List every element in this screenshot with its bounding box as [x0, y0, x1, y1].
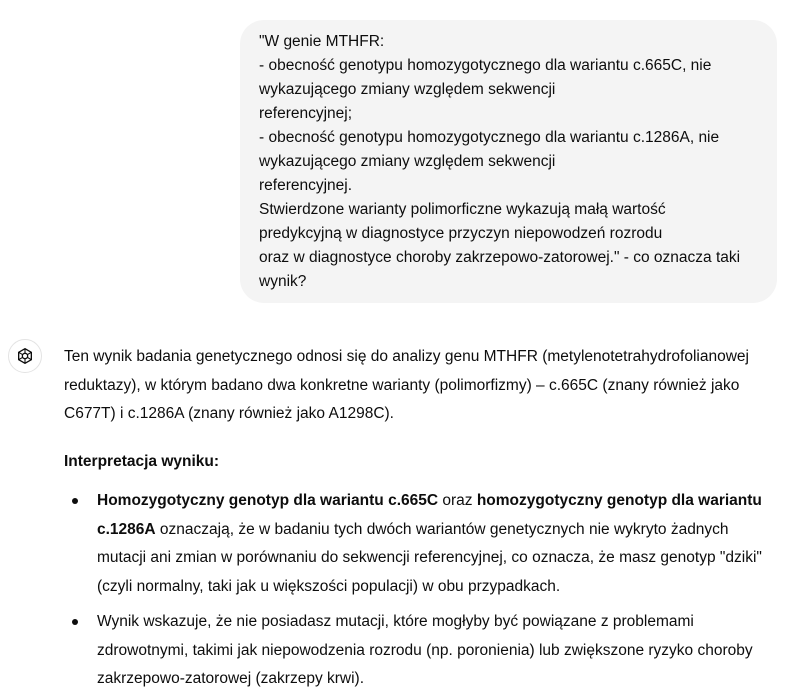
user-message-line: referencyjnej. — [259, 177, 353, 194]
bullet-text: mutacji ani zmian w porównaniu do sekwencji referencyjnej, co oznacza, że masz genotyp "dziki" — [97, 549, 762, 566]
connector-text: oraz — [438, 492, 477, 509]
list-item — [64, 487, 784, 601]
user-message-line: "W genie MTHFR: — [259, 33, 385, 50]
user-message-line: predykcyjną w diagnostyce przyczyn niepowodzeń rozrodu — [259, 225, 663, 242]
list-item — [64, 608, 784, 691]
assistant-avatar — [8, 339, 42, 373]
bullet-text: (czyli normalny, taki jak u większości populacji) w obu przypadkach. — [97, 577, 561, 595]
bullet-dot — [72, 619, 78, 625]
bold-text: c.1286A — [97, 520, 156, 538]
user-message-bubble — [240, 20, 777, 303]
bullet-text: zakrzepowo-zatorowej (zakrzepy krwi). — [97, 670, 365, 687]
bullet1-line1 — [97, 487, 784, 516]
intro-line: reduktazy), w którym badano dwa konkretne warianty (polimorfizmy) – c.665C (znany również jako — [64, 376, 740, 394]
bullet-text: oznaczają, że w badaniu tych dwóch wariantów genetycznych nie wykryto żadnych — [155, 520, 729, 538]
user-message-line: - obecność genotypu homozygotycznego dla wariantu c.665C, nie — [259, 57, 712, 74]
intro-line: C677T) i c.1286A (znany również jako A1298C). — [64, 405, 394, 422]
bold-text: Homozygotyczny genotyp dla wariantu c.665C — [97, 492, 439, 509]
assistant-message — [64, 343, 784, 691]
bullet1-line2 — [97, 516, 784, 545]
bullet-list — [64, 487, 784, 691]
user-message-line: oraz w diagnostyce choroby zakrzepowo-zatorowej." - co oznacza taki — [259, 249, 741, 266]
user-message-line: referencyjnej; — [259, 105, 353, 122]
bullet-text: zdrowotnymi, takimi jak niepowodzenia rozrodu (np. poronienia) lub zwiększone ryzyko choroby — [97, 641, 753, 659]
user-message-line: wykazującego zmiany względem sekwencji — [259, 81, 556, 98]
bullet-text: Wynik wskazuje, że nie posiadasz mutacji, które mogłyby być powiązane z problemami — [97, 613, 694, 630]
bullet-dot — [72, 498, 78, 504]
openai-logo-icon — [15, 346, 35, 366]
user-message-line: Stwierdzone warianty polimorficzne wykazują małą wartość — [259, 201, 666, 218]
user-message-line: wykazującego zmiany względem sekwencji — [259, 153, 556, 170]
intro-line: Ten wynik badania genetycznego odnosi się do analizy genu MTHFR (metylenotetrahydrofolianowej — [64, 348, 749, 365]
user-message-line: wynik? — [259, 273, 307, 290]
interpretation-heading: Interpretacja wyniku: — [64, 452, 220, 470]
user-message-line: - obecność genotypu homozygotycznego dla wariantu c.1286A, nie — [259, 129, 720, 146]
intro-paragraph — [64, 343, 784, 429]
bold-text: homozygotyczny genotyp dla wariantu — [476, 492, 762, 509]
